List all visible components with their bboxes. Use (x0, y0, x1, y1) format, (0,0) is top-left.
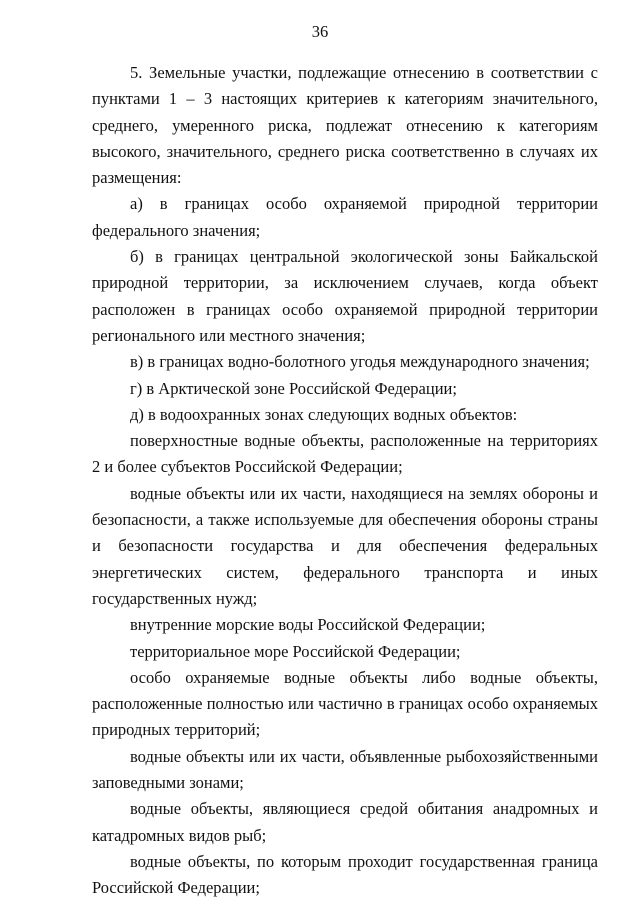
paragraph-water-object-5: особо охраняемые водные объекты либо водные объекты, расположенные полностью или частично в границах особо охраняемых природных территорий; (92, 667, 598, 740)
paragraph-water-object-6: водные объекты или их части, объявленные рыбохозяйственными заповедными зонами; (92, 746, 598, 793)
paragraph-water-object-4: территориальное море Российской Федерации; (130, 641, 461, 661)
paragraph-subitem-v: в) в границах водно-болотного угодья международного значения; (130, 352, 590, 372)
paragraph-water-object-7: водные объекты, являющиеся средой обитания анадромных и катадромных видов рыб; (92, 799, 598, 845)
paragraph-water-object-1: поверхностные водные объекты, расположенные на территориях 2 и более субъектов Российской Федерации; (92, 431, 598, 477)
paragraph-subitem-g: г) в Арктической зоне Российской Федерации; (130, 378, 457, 398)
paragraph-water-object-3: внутренние морские воды Российской Федерации; (130, 615, 486, 635)
page-number: 36 (311, 22, 329, 41)
document-body (92, 60, 598, 902)
paragraph-water-object-2: водные объекты или их части, находящиеся на землях обороны и безопасности, а также используемые для обеспечения обороны страны и безопасности государства и для обеспечения федеральных энергетических систем, федерального транспорта и иных государственных нужд; (92, 483, 598, 608)
paragraph-water-object-8: водные объекты, по которым проходит государственная граница Российской Федерации; (92, 851, 598, 898)
paragraph-subitem-a: а) в границах особо охраняемой природной территории федерального значения; (92, 194, 598, 240)
paragraph-item-5: 5. Земельные участки, подлежащие отнесению в соответствии с пунктами 1 – 3 настоящих критериев к категориям значительного, среднего, умеренного риска, подлежат отнесению к категориям высокого, значительного, среднего риска соответственно в случаях их размещения: (92, 63, 598, 188)
paragraph-subitem-b: б) в границах центральной экологической зоны Байкальской природной территории, за исключением случаев, когда объект расположен в границах особо охраняемой природной территории регионального или местного значения; (92, 247, 598, 345)
paragraph-subitem-d: д) в водоохранных зонах следующих водных объектов: (130, 404, 518, 424)
